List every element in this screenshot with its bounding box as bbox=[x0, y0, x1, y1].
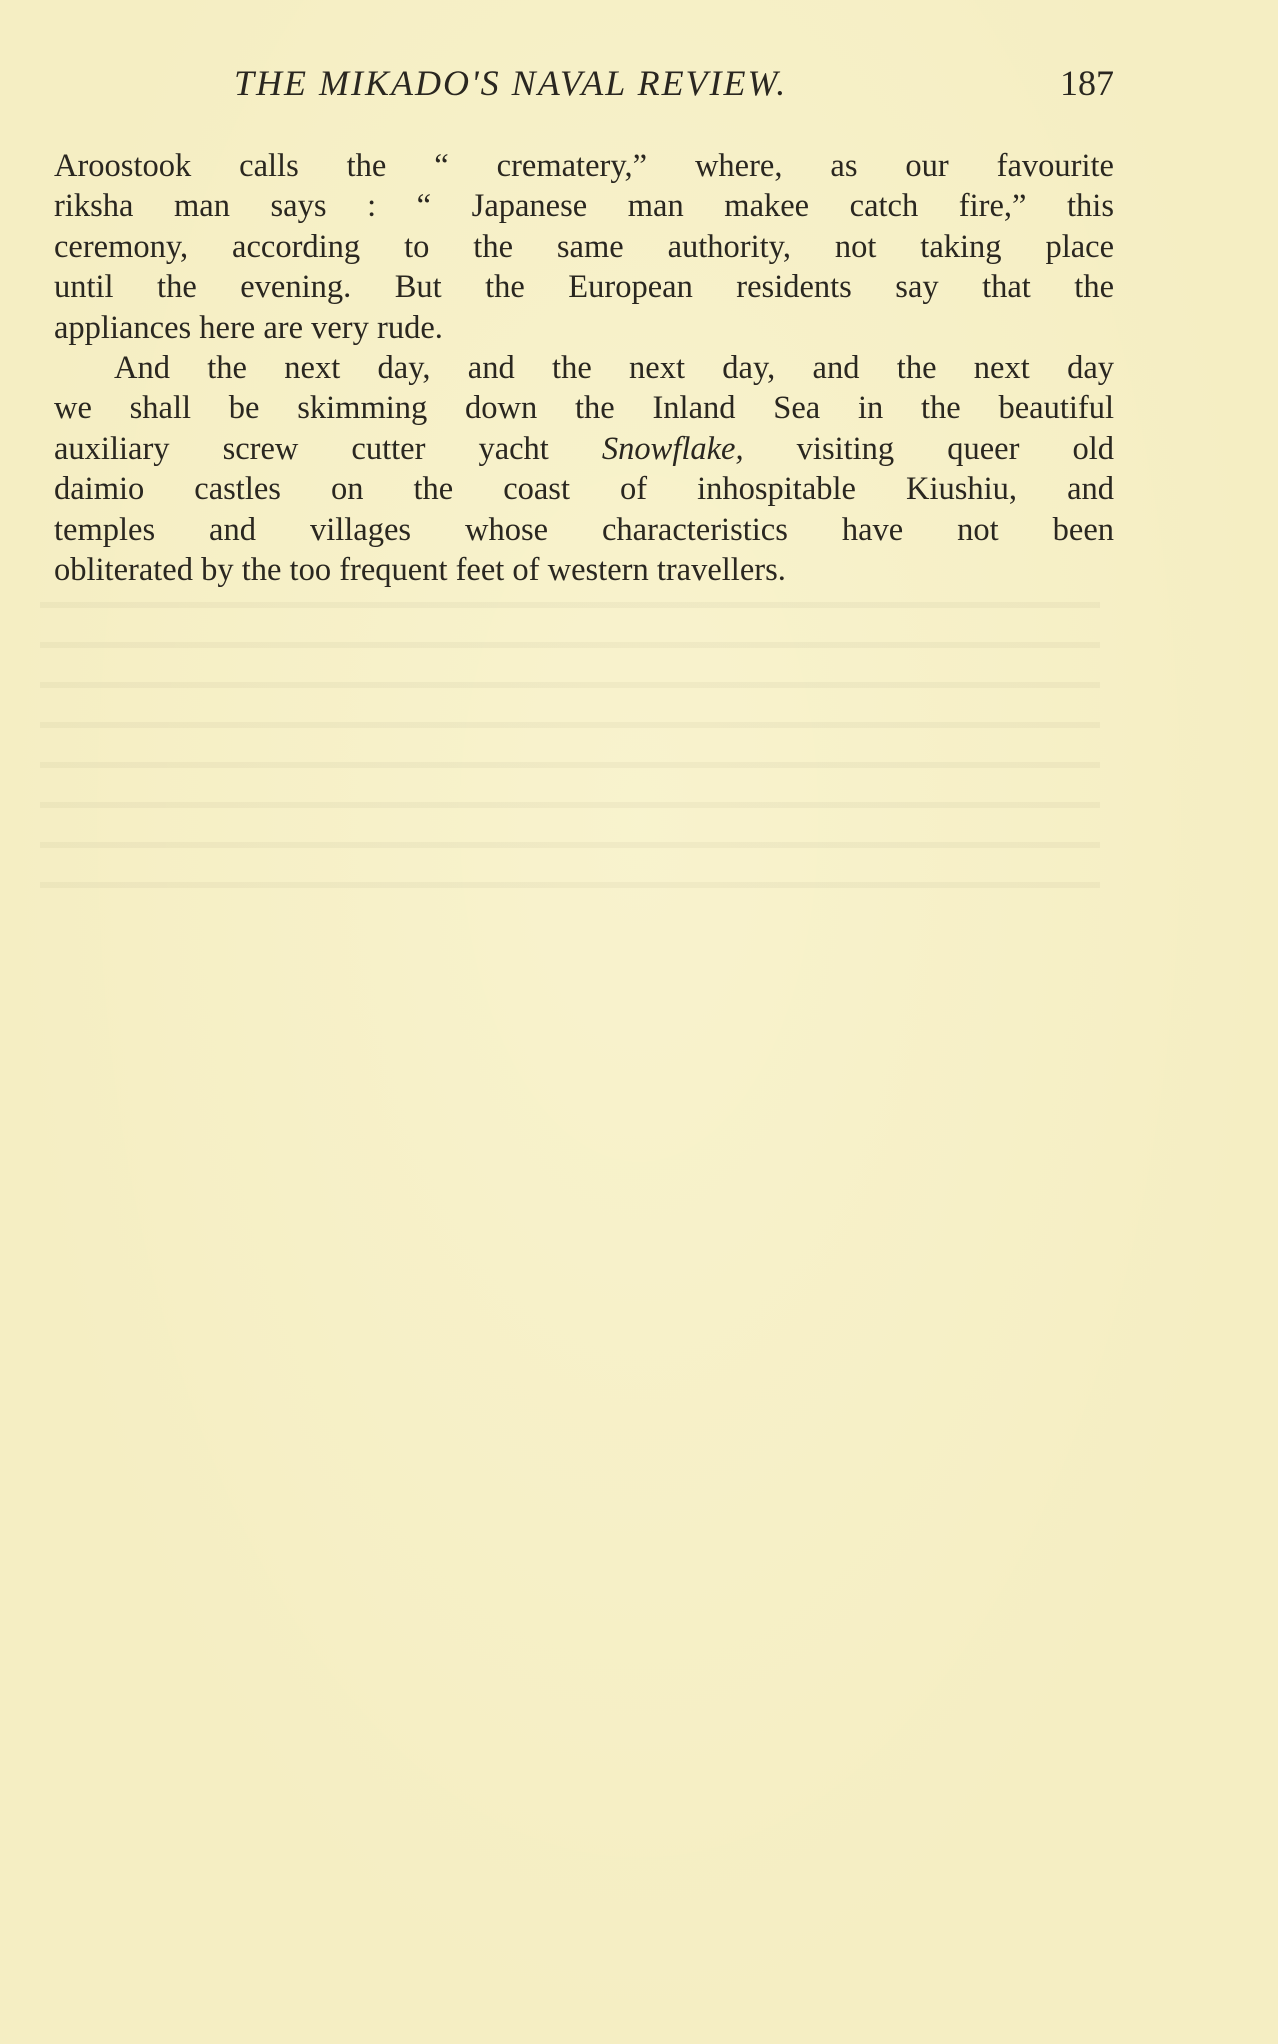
text-line: obliterated by the too frequent feet of western travellers. bbox=[54, 551, 786, 588]
text-line bbox=[54, 429, 1114, 469]
text-line: daimio castles on the coast of inhospitable Kiushiu, and bbox=[54, 471, 1114, 508]
body-text bbox=[54, 146, 1114, 590]
show-through-text bbox=[40, 580, 1100, 900]
text-line-start: auxiliary screw cutter yacht bbox=[54, 430, 602, 467]
page-number: 187 bbox=[1060, 63, 1114, 103]
running-head bbox=[54, 62, 1114, 108]
text-line: Aroostook calls the “ crematery,” where, as our favourite bbox=[54, 148, 1114, 184]
yacht-name: Snowflake, bbox=[601, 430, 744, 467]
text-line: And the next day, and the next day, and the next day bbox=[114, 349, 1114, 386]
paragraph bbox=[54, 348, 1114, 590]
text-line: until the evening. But the European residents say that the bbox=[54, 269, 1114, 306]
running-title: THE MIKADO'S NAVAL REVIEW. bbox=[234, 63, 788, 103]
text-line: temples and villages whose characteristics have not been bbox=[54, 511, 1114, 548]
text-line-end: visiting queer old bbox=[743, 430, 1114, 467]
paragraph bbox=[54, 146, 1114, 348]
text-line: we shall be skimming down the Inland Sea in the beautiful bbox=[54, 390, 1114, 427]
text-line: ceremony, according to the same authority, not taking place bbox=[54, 228, 1114, 265]
text-line: riksha man says : “ Japanese man makee catch fire,” this bbox=[54, 188, 1114, 225]
text-line: appliances here are very rude. bbox=[54, 309, 443, 346]
